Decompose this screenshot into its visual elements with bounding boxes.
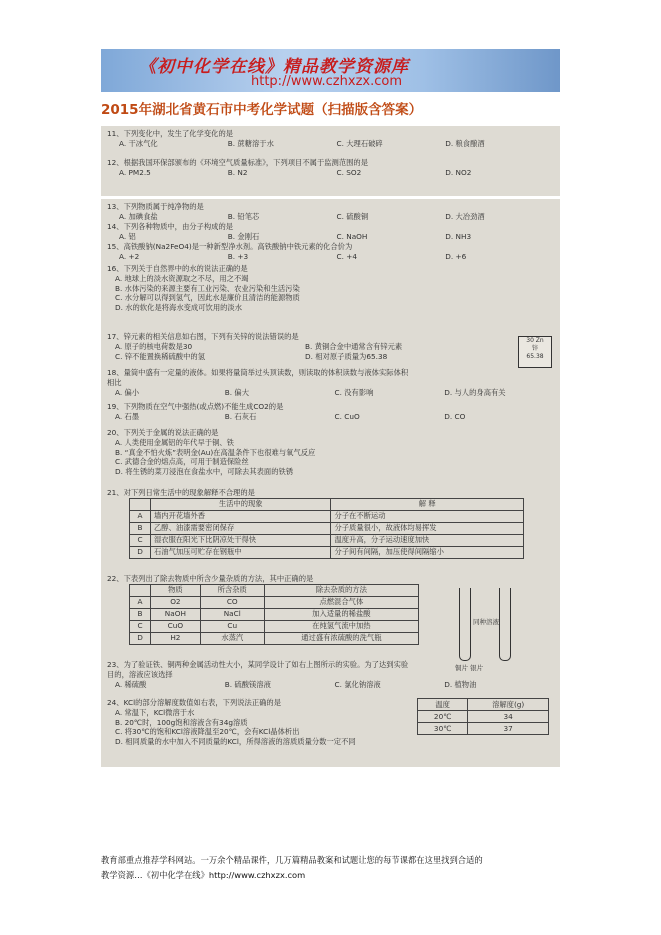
table-cell: 加入适量的稀盐酸	[264, 608, 418, 620]
zinc-number-symbol: 30 Zn	[526, 337, 544, 344]
option-b: B. +3	[227, 251, 249, 261]
figure-label: 同种溶液	[473, 618, 499, 626]
option-a: A. 加碘食盐	[119, 211, 158, 221]
option-b: B. 偏大	[224, 387, 249, 397]
option-b: B. “真金不怕火炼”表明金(Au)在高温条件下也很难与氧气反应	[115, 447, 316, 457]
option-b: B. 石灰石	[224, 411, 257, 421]
option-d: D. CO	[444, 411, 466, 421]
table-header: 除去杂质的方法	[264, 584, 418, 596]
table-cell: 通过盛有浓硫酸的洗气瓶	[264, 632, 418, 644]
option-b: B. 金刚石	[227, 231, 260, 241]
option-c: C. 硫酸铜	[336, 211, 369, 221]
option-d: D. 相对原子质量为65.38	[305, 351, 388, 361]
footer-line-1: 教育部重点推荐学科网站。一万余个精品课件，几万篇精品教案和试题让您的每节课都在这里找到合适的	[101, 855, 483, 865]
table-cell: A	[130, 596, 151, 608]
option-b: B. 20℃时，100g饱和溶液含有34g溶质	[115, 717, 248, 727]
option-a: A. 干冰气化	[119, 138, 158, 148]
table-cell: 分子质量很小，故液体均易挥发	[331, 522, 524, 534]
option-d: D. 水的软化是将海水变成可饮用的淡水	[115, 303, 243, 313]
option-c: C. 大理石破碎	[336, 138, 383, 148]
table-header-row	[418, 699, 549, 711]
table-row	[130, 510, 524, 522]
option-b: B. 蔗糖溶于水	[227, 138, 274, 148]
question-stem-cont: 相比	[107, 377, 122, 387]
table-cell: 30℃	[418, 723, 468, 735]
table-header-row	[130, 584, 419, 596]
figure-bottom-label: 铜片 银片	[455, 664, 484, 672]
option-b: B. 黄铜合金中通常含有锌元素	[305, 341, 403, 351]
question-17	[107, 332, 554, 361]
header-banner	[101, 49, 560, 92]
table-cell: D	[130, 546, 151, 558]
table-cell: 点燃混合气体	[264, 596, 418, 608]
option-b: B. 铅笔芯	[227, 211, 260, 221]
option-c: C. 将30℃的饱和KCl溶液降温至20℃，会有KCl晶体析出	[115, 727, 300, 737]
question-stem: 16、下列关于自然界中的水的说法正确的是	[107, 264, 248, 273]
option-a: A. 常温下，KCl微溶于水	[115, 707, 195, 717]
table-header: 解 释	[331, 498, 524, 510]
table-cell: H2	[151, 632, 201, 644]
table-row	[130, 608, 419, 620]
table-cell: 20℃	[418, 711, 468, 723]
option-b: B. 水体污染的来源主要有工业污染、农业污染和生活污染	[115, 283, 300, 293]
question-stem: 21、对下列日常生活中的现象解释不合理的是	[107, 488, 255, 497]
option-a: A. +2	[119, 251, 140, 261]
table-row	[418, 723, 549, 735]
option-d: D. NO2	[445, 167, 472, 177]
option-c: C. SO2	[336, 167, 362, 177]
question-16	[107, 264, 554, 313]
option-c: C. 水分解可以得到氢气，因此水是廉价且清洁的能源物质	[115, 293, 300, 303]
test-tube-right	[499, 588, 511, 661]
table-header	[130, 498, 151, 510]
table-header: 生活中的现象	[151, 498, 331, 510]
table-header: 温度	[418, 699, 468, 711]
question-23	[107, 660, 554, 689]
option-c: C. 没有影响	[334, 387, 374, 397]
option-c: C. 武德合金的熔点高，可用于制造保险丝	[115, 457, 249, 467]
question-13	[107, 202, 554, 222]
table-cell: Cu	[200, 620, 264, 632]
test-tube-left	[459, 588, 471, 661]
option-d: D. 粮食酿酒	[445, 138, 485, 148]
table-row	[130, 522, 524, 534]
table-row	[418, 711, 549, 723]
option-a: A. 偏小	[115, 387, 140, 397]
question-stem: 18、量筒中盛有一定量的液体。如果将量筒举过头顶读数，则读取的体积读数与液体实际体积	[107, 368, 409, 377]
table-cell: 分子在不断运动	[331, 510, 524, 522]
table-cell: D	[130, 632, 151, 644]
table-cell: 在纯氢气流中加热	[264, 620, 418, 632]
option-a: A. 铝	[119, 231, 136, 241]
table-header: 物质	[151, 584, 201, 596]
table-cell: 水蒸汽	[200, 632, 264, 644]
question-stem-cont: 目的，溶液应该选择	[107, 669, 173, 679]
question-stem: 23、为了验证铁、铜两种金属活动性大小，某同学设计了如右上图所示的实验。为了达到实验	[107, 660, 409, 669]
table-cell: CO	[200, 596, 264, 608]
question-11	[107, 129, 554, 149]
table-header: 溶解度(g)	[468, 699, 549, 711]
zinc-atomic-mass: 65.38	[526, 353, 544, 360]
option-a: A. PM2.5	[119, 167, 151, 177]
banner-url[interactable]: http://www.czhxzx.com	[251, 74, 402, 89]
table-row	[130, 620, 419, 632]
option-d: D. 植物油	[444, 679, 477, 689]
option-d: D. 将生锈的菜刀浸泡在食盐水中，可除去其表面的铁锈	[115, 467, 294, 477]
footer-line-2[interactable]: 教学资源…《初中化学在线》http://www.czhxzx.com	[101, 870, 306, 880]
table-cell: 37	[468, 723, 549, 735]
question-20	[107, 428, 554, 477]
table-cell: O2	[151, 596, 201, 608]
table-row	[130, 546, 524, 558]
option-a: A. 稀硫酸	[115, 679, 147, 689]
scanned-exam-page	[101, 126, 560, 767]
option-d: D. 相同质量的水中加入不同质量的KCl，所得溶液的溶质质量分数一定不同	[115, 737, 356, 747]
question-18	[107, 368, 554, 397]
table-row	[130, 632, 419, 644]
table-cell: 34	[468, 711, 549, 723]
table-cell: C	[130, 534, 151, 546]
option-c: C. +4	[336, 251, 357, 261]
option-d: D. +6	[445, 251, 467, 261]
question-stem: 13、下列物质属于纯净物的是	[107, 202, 204, 211]
table-cell: C	[130, 620, 151, 632]
question-stem: 24、KCl的部分溶解度数值如右表，下列说法正确的是	[107, 698, 282, 707]
table-cell: B	[130, 608, 151, 620]
option-a: A. 原子的核电荷数是30	[115, 341, 193, 351]
option-c: C. CuO	[334, 411, 360, 421]
option-c: C. NaOH	[336, 231, 368, 241]
impurity-table	[129, 584, 419, 645]
phenomena-table	[129, 498, 524, 559]
option-a: A. 石墨	[115, 411, 140, 421]
table-row	[130, 596, 419, 608]
question-stem: 11、下列变化中，发生了化学变化的是	[107, 129, 234, 138]
zinc-name: 锌	[531, 345, 538, 352]
page-footer	[101, 853, 561, 883]
table-cell: A	[130, 510, 151, 522]
option-c: C. 锌不能置换稀硫酸中的氢	[115, 351, 205, 361]
question-15	[107, 242, 554, 262]
option-d: D. NH3	[445, 231, 472, 241]
table-cell: CuO	[151, 620, 201, 632]
option-b: B. N2	[227, 167, 248, 177]
table-cell: NaCl	[200, 608, 264, 620]
table-cell: 分子间有间隔，加压使得间隔缩小	[331, 546, 524, 558]
question-stem: 12、根据我国环保部颁布的《环境空气质量标准》，下列项目不属于监测范围的是	[107, 158, 369, 167]
table-cell: B	[130, 522, 151, 534]
table-cell: NaOH	[151, 608, 201, 620]
question-14	[107, 222, 554, 242]
question-stem: 19、下列物质在空气中强热(或点燃)不能生成CO2的是	[107, 402, 284, 411]
question-stem: 14、下列各种物质中，由分子构成的是	[107, 222, 234, 231]
question-21	[107, 488, 554, 559]
table-cell: 石油气加压可贮存在钢瓶中	[151, 546, 331, 558]
table-header: 所含杂质	[200, 584, 264, 596]
table-header	[130, 584, 151, 596]
question-stem: 17、锌元素的相关信息如右图，下列有关锌的说法错误的是	[107, 332, 299, 341]
question-19	[107, 402, 554, 422]
page-divider	[101, 196, 560, 199]
option-a: A. 地球上的淡水资源取之不尽，用之不竭	[115, 273, 249, 283]
question-stem: 15、高铁酸钠(Na2FeO4)是一种新型净水剂。高铁酸钠中铁元素的化合价为	[107, 242, 353, 251]
document-title: 2015年湖北省黄石市中考化学试题（扫描版含答案）	[101, 102, 423, 118]
option-d: D. 大冶劲酒	[445, 211, 485, 221]
question-stem: 20、下列关于金属的说法正确的是	[107, 428, 219, 437]
table-header-row	[130, 498, 524, 510]
option-b: B. 硫酸镁溶液	[224, 679, 271, 689]
table-cell: 湿衣服在阳光下比阴凉处干得快	[151, 534, 331, 546]
banner-title: 《初中化学在线》精品教学资源库	[139, 57, 409, 77]
question-12	[107, 158, 554, 178]
table-row	[130, 534, 524, 546]
table-cell: 乙醇、油漆需要密闭保存	[151, 522, 331, 534]
zinc-element-card	[518, 336, 552, 368]
table-cell: 温度升高，分子运动速度加快	[331, 534, 524, 546]
option-d: D. 与人的身高有关	[444, 387, 506, 397]
kcl-solubility-table	[417, 698, 549, 735]
question-stem: 22、下表列出了除去物质中所含少量杂质的方法，其中正确的是	[107, 574, 314, 583]
option-a: A. 人类使用金属铝的年代早于铜、铁	[115, 437, 234, 447]
option-c: C. 氯化钠溶液	[334, 679, 381, 689]
table-cell: 墙内开花墙外香	[151, 510, 331, 522]
